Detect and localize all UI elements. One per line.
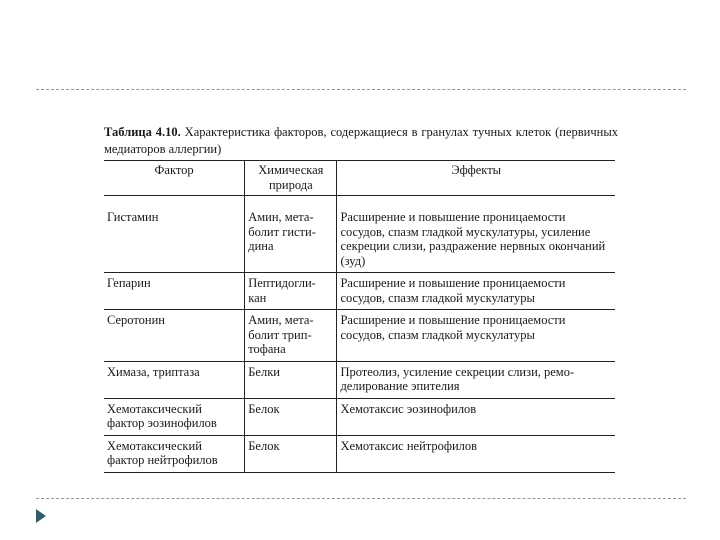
cell-effects: Расширение и повышение проницаемости сосудов, спазм гладкой мускулатуры (337, 273, 615, 310)
table-row (104, 398, 615, 435)
slide-bullet-arrow-icon (36, 509, 46, 523)
caption-text: Характеристика факторов, содержащиеся в гранулах тучных клеток (первичных медиаторов аллергии) (104, 125, 618, 156)
cell-effects: Хемотаксис нейтрофилов (337, 435, 615, 472)
mediators-table (104, 160, 615, 473)
cell-effects: Протеолиз, усиление секреции слизи, ремо-делирование эпителия (337, 361, 615, 398)
bottom-divider (36, 498, 686, 499)
table-caption (104, 124, 618, 158)
header-effects: Эффекты (337, 161, 615, 196)
table-row (104, 273, 615, 310)
cell-effects: Хемотаксис эозинофилов (337, 398, 615, 435)
cell-effects: Расширение и повышение проницаемости сосудов, спазм гладкой мускулатуры, усиление секреции слизи, раздражение нервных окончаний (зуд) (337, 196, 615, 273)
cell-factor: Гистамин (104, 196, 245, 273)
cell-nature: Белок (245, 435, 337, 472)
header-factor: Фактор (104, 161, 245, 196)
cell-nature: Пептидогли-кан (245, 273, 337, 310)
cell-effects: Расширение и повышение проницаемости сосудов, спазм гладкой мускулатуры (337, 310, 615, 362)
cell-factor: Хемотаксический фактор эозинофилов (104, 398, 245, 435)
cell-nature: Белки (245, 361, 337, 398)
cell-nature: Амин, мета-болит гисти-дина (245, 196, 337, 273)
caption-label: Таблица 4.10. (104, 125, 181, 139)
table-row (104, 196, 615, 273)
table-header-row (104, 161, 615, 196)
cell-nature: Амин, мета-болит трип-тофана (245, 310, 337, 362)
table-row (104, 310, 615, 362)
cell-factor: Гепарин (104, 273, 245, 310)
table-row (104, 361, 615, 398)
cell-nature: Белок (245, 398, 337, 435)
table-row (104, 435, 615, 472)
top-divider (36, 89, 686, 90)
cell-factor: Химаза, триптаза (104, 361, 245, 398)
cell-factor: Серотонин (104, 310, 245, 362)
cell-factor: Хемотаксический фактор нейтрофилов (104, 435, 245, 472)
header-chemical-nature: Химическая природа (245, 161, 337, 196)
